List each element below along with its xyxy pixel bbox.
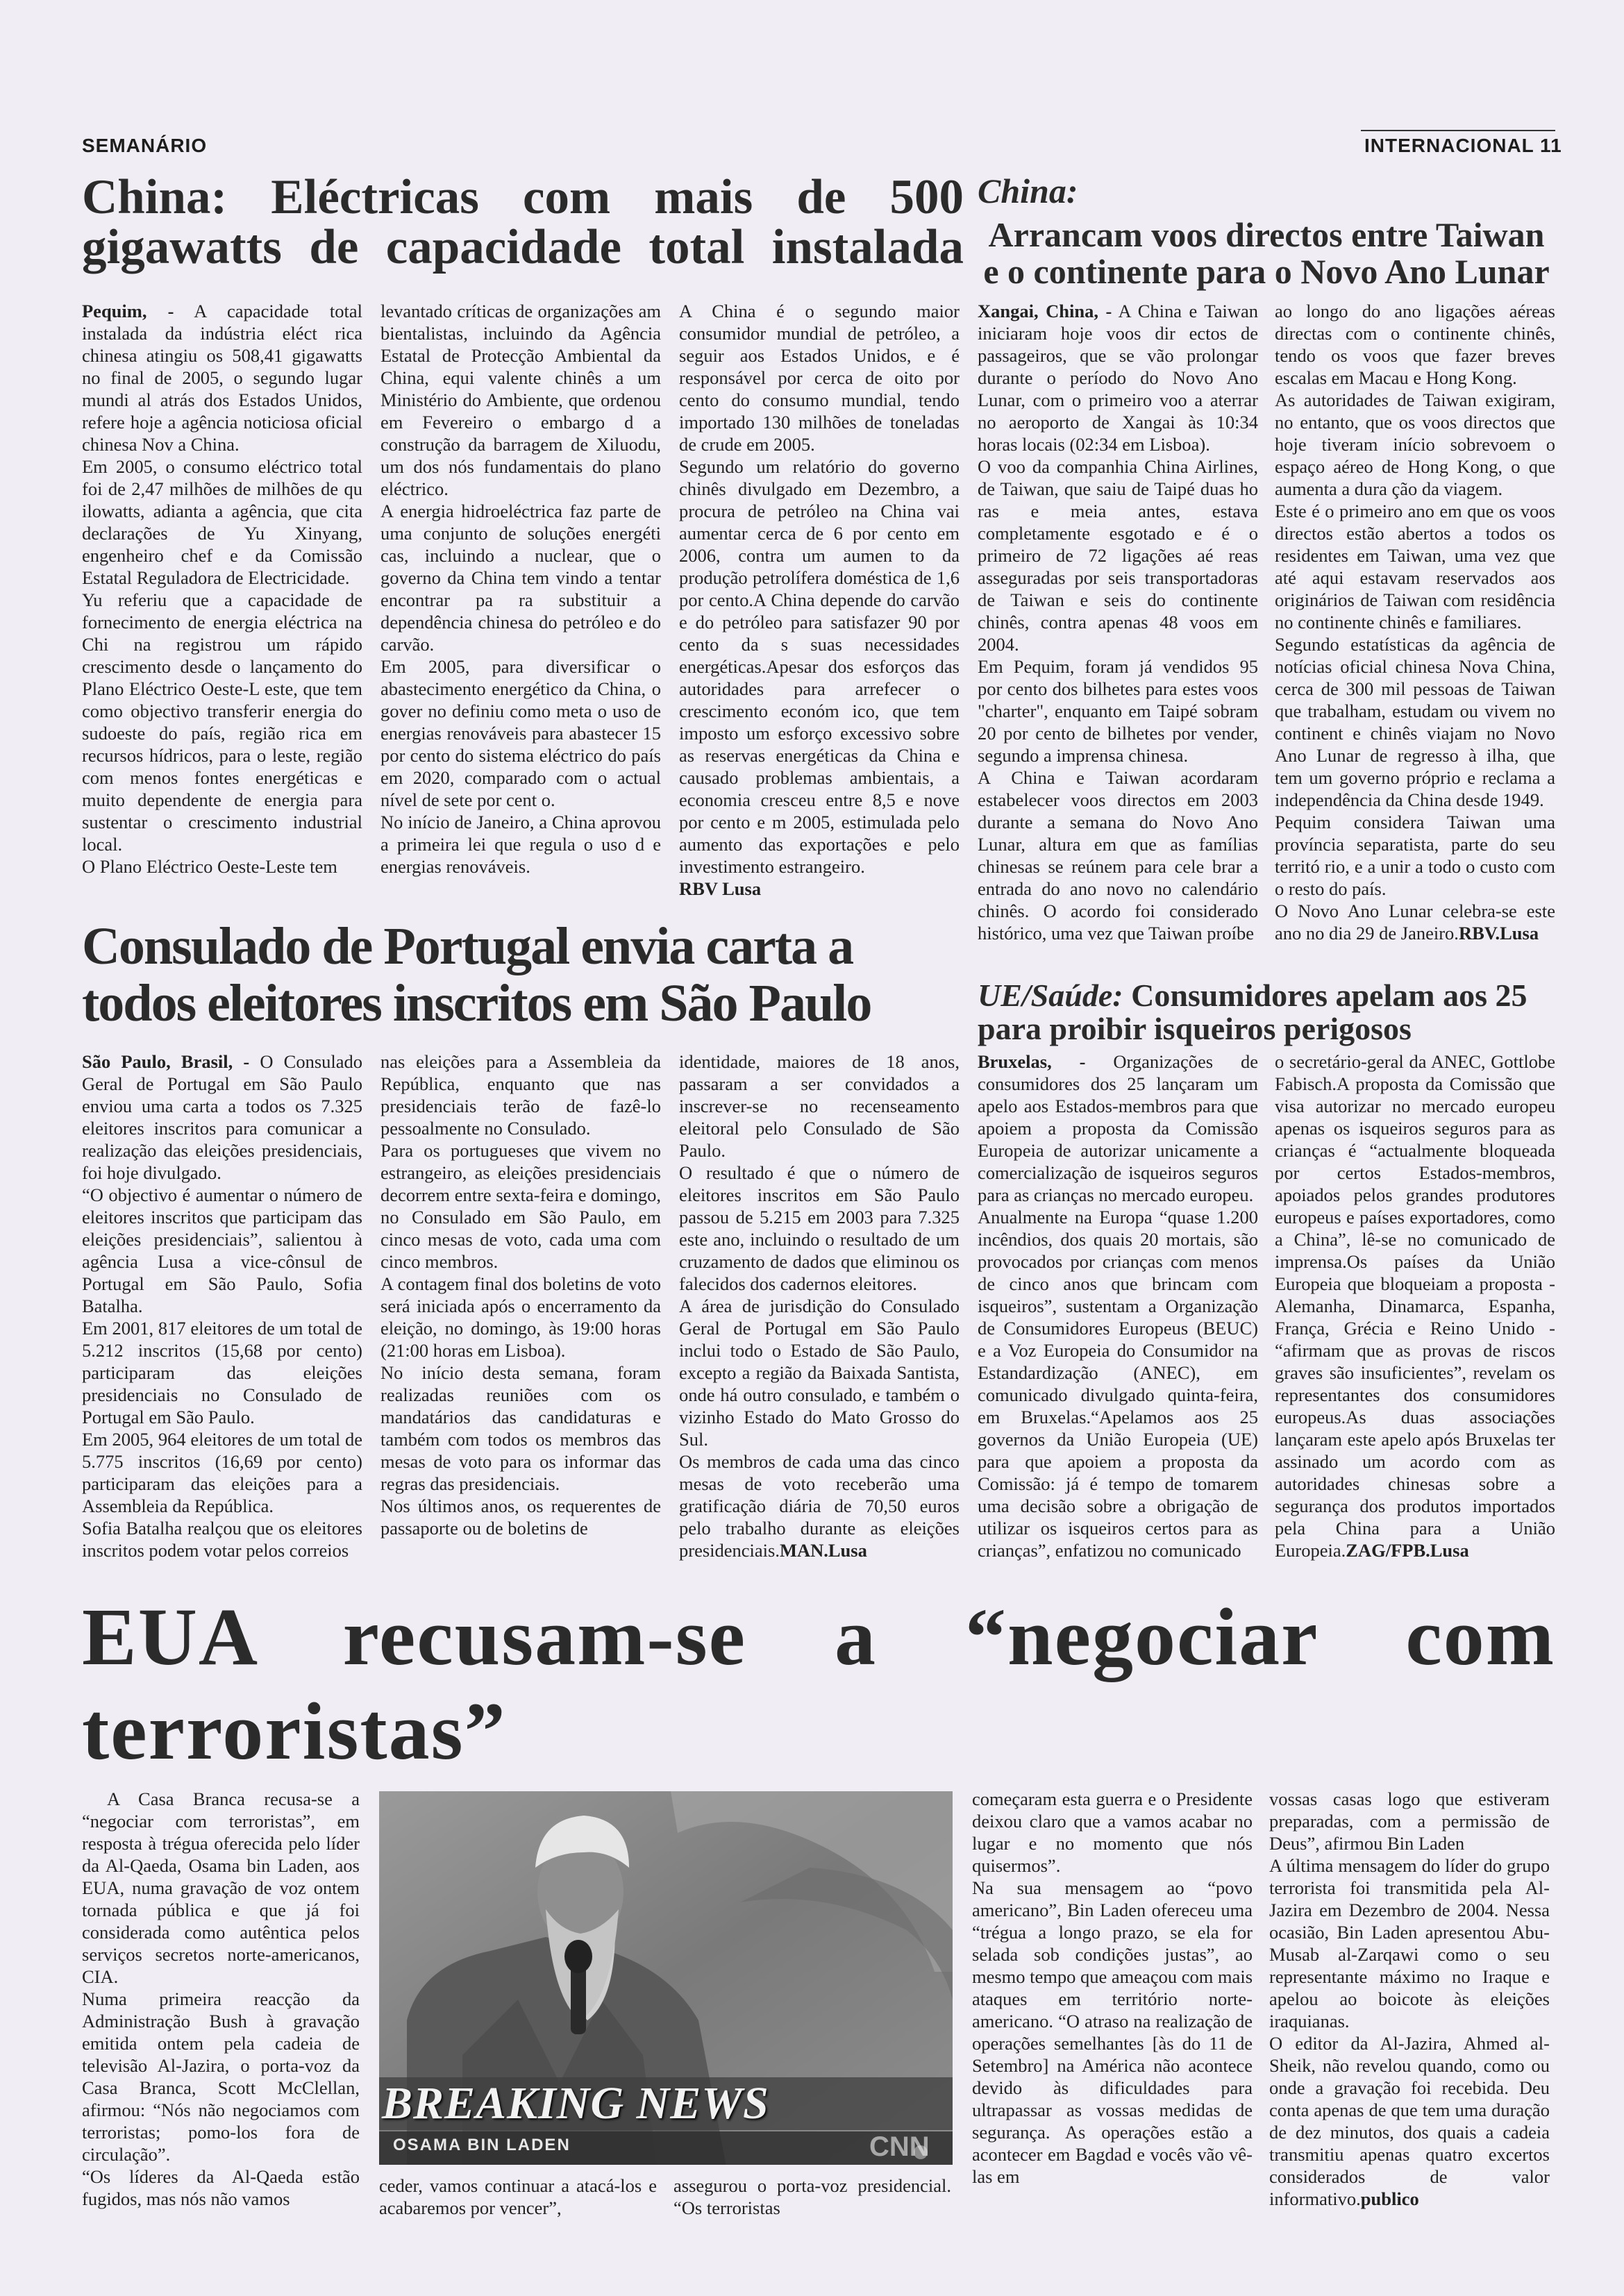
header-rule xyxy=(1361,130,1555,131)
dateline: São Paulo, Brasil, - xyxy=(82,1051,250,1072)
paragraph: vossas casas logo que estiveram preparadas, com a permissão de Deus”, afirmou Bin Laden xyxy=(1269,1788,1550,1854)
paragraph: Em 2005, 964 eleitores de um total de 5.775 inscritos (16,69 por cento) participaram das eleições para a Assembleia da República. xyxy=(82,1429,362,1516)
paragraph: Segundo um relatório do governo chinês divulgado em Dezembro, a procura de petróleo na China vai aumentar cerca de 6 por cento em 2006, contra um aumen to da produção petrolífera doméstica de 1,6 por cento.A China depende do carvão e do petróleo para satisfazer 90 por cento da s suas necessidades energéticas.Apesar dos esforços das autoridades para arrefecer o crescimento económ ico, que tem imposto um esforço excessivo sobre as reservas energéticas da China e causado problemas ambientais, a economia cresceu entre 8,5 e nove por cento e m 2005, estimulada pelo aumento das exportações e pelo investimento estrangeiro. xyxy=(679,456,960,877)
article-column xyxy=(82,1788,360,2232)
article-headline: Consulado de Portugal envia carta a todos eleitores inscritos em São Paulo xyxy=(82,917,871,1033)
paragraph: começaram esta guerra e o Presidente deixou claro que a vamos acabar no lugar e no momento que nós quisermos”. xyxy=(972,1788,1253,1876)
paragraph: Segundo estatísticas da agência de notícias oficial chinesa Nova China, cerca de 300 mil pessoas de Taiwan que trabalham, estudam ou vivem no continent e chinês viajam no Novo Ano Lunar de regresso à ilha, que tem um governo próprio e reclama a independência da China desde 1949. xyxy=(1275,634,1555,810)
headline-text: Consumidores apelam aos 25 para proibir isqueiros perigosos xyxy=(978,978,1527,1047)
dateline: Bruxelas, - xyxy=(978,1051,1086,1072)
article-kicker: UE/Saúde: xyxy=(978,978,1123,1013)
paragraph: Pequim considera Taiwan uma província separatista, parte do seu territó rio, e a unir a todo o custo com o resto do país. xyxy=(1275,812,1555,899)
article-column xyxy=(380,1050,661,1589)
paragraph: Numa primeira reacção da Administração Bush à gravação emitida ontem pela cadeia de televisão Al-Jazira, o porta-voz da Casa Branca, Scott McClellan, afirmou: “Nós não negociamos com terroristas; pomo-los fora de circulação”. xyxy=(82,1988,360,2165)
article-column xyxy=(972,1788,1253,2232)
caption-strip: OSAMA BIN LADEN xyxy=(393,2136,571,2154)
paragraph: Anualmente na Europa “quase 1.200 incêndios, dos quais 20 mortais, são provocados por crianças com menos de cinco anos que brincam com isqueiros”, sustentam a Organização de Consumidores Europeus (BEUC) e a Voz Europeia do Consumidor na Estandardização (ANEC), em comunicado divulgado quinta-feira, em Bruxelas.“Apelamos aos 25 governos da União Europeia (UE) para que apoiem a proposta da Comissão: já é tempo de tomarem uma decisão sobre a obrigação de utilizar os isqueiros certos para as crianças”, enfatizou no comunicado xyxy=(978,1207,1258,1561)
paragraph: o secretário-geral da ANEC, Gottlobe Fabisch.A proposta da Comissão que visa autorizar no mercado europeu apenas os isqueiros seguros para as crianças é “actualmente bloqueada por certos Estados-membros, apoiados pelos grandes produtores europeus e países exportadores, como a China”, lê-se no comunicado de imprensa.Os países da União Europeia que bloqueiam a proposta - Alemanha, Dinamarca, Espanha, França, Grécia e Reino Unido - “afirmam que as provas de riscos graves são insuficientes”, revelam os representantes dos consumidores europeus.As duas associações lançaram este apelo após Bruxelas ter assinado um acordo com as autoridades chinesas sobre a segurança dos produtos importados pela China para a União Europeia. xyxy=(1275,1051,1555,1561)
news-photo xyxy=(379,1791,953,2165)
paragraph: Em 2001, 817 eleitores de um total de 5.212 inscritos (15,68 por cento) participaram das eleições presidenciais no Consulado de Portugal em São Paulo. xyxy=(82,1318,362,1427)
paragraph: Yu referiu que a capacidade de fornecimento de energia eléctrica na Chi na registrou um rápido crescimento desde o lançamento do Plano Eléctrico Oeste-L este, que tem como objectivo transferir energia do sudoeste do país, região rica em recursos hídricos, para o leste, região com menos fontes energéticas e muito dependente de energia para sustentar o crescimento industrial local. xyxy=(82,589,362,855)
paragraph: Organizações de consumidores dos 25 lançaram um apelo aos Estados-membros para que apoiem a proposta da Comissão Europeia de autorizar unicamente a comercialização de isqueiros seguros para as crianças no mercado europeu. xyxy=(978,1051,1258,1205)
article-headline: Arrancam voos directos entre Taiwan e o continente para o Novo Ano Lunar xyxy=(983,215,1550,291)
paragraph: A China e Taiwan acordaram estabelecer voos directos em 2003 durante a semana do Novo Ano Lunar, altura em que as famílias chinesas se reúnem para cele brar a entrada do ano novo no calendário chinês. O acordo foi considerado histórico, uma vez que Taiwan proíbe xyxy=(978,767,1258,944)
cnn-logo: CNN xyxy=(869,2131,930,2162)
article-kicker: China: xyxy=(978,171,1078,210)
paragraph: Na sua mensagem ao “povo americano”, Bin Laden ofereceu uma “trégua a longo prazo, se ela for selada sob condições justas”, ao mesmo tempo que ameaçou com mais ataques em território norte-americano. “O atraso na realização de operações semelhantes [às do 11 de Setembro] na América não acontece devido às dificuldades para ultrapassar as vossas medidas de segurança. As operações estão a acontecer em Bagdad e vocês vão vê-las em xyxy=(972,1877,1253,2187)
paragraph: O Novo Ano Lunar celebra-se este ano no dia 29 de Janeiro. xyxy=(1275,900,1555,944)
page-label: INTERNACIONAL 11 xyxy=(1364,135,1562,156)
paragraph: O editor da Al-Jazira, Ahmed al-Sheik, não revelou quando, como ou onde a gravação foi recebida. Deu conta apenas de que tem uma duração de dez minutos, dos quais a cadeia transmitiu apenas quatro excertos considerados de valor informativo. xyxy=(1269,2033,1550,2209)
paragraph: levantado críticas de organizações am bientalistas, incluindo da Agência Estatal de Protecção Ambiental da China, equi valente chinês a um Ministério do Ambiente, que ordenou em Fevereiro o embargo d a construção da barragem de Xiluodu, um dos nós fundamentais do plano eléctrico. xyxy=(380,301,661,499)
paragraph: As autoridades de Taiwan exigiram, no entanto, que os voos directos que hoje tiveram início sobrevoem o espaço aéreo de Hong Kong, o que aumenta a dura ção da viagem. xyxy=(1275,389,1555,499)
paragraph: A Casa Branca recusa-se a “negociar com terroristas”, em resposta à trégua oferecida pelo líder da Al-Qaeda, Osama bin Laden, aos EUA, numa gravação de voz ontem tornada pública e que já foi considerada como autêntica pelos serviços secretos norte-americanos, CIA. xyxy=(82,1788,360,1987)
paragraph: “O objectivo é aumentar o número de eleitores inscritos que participam das eleições presidenciais”, salientou à agência Lusa a vice-cônsul de Portugal em São Paulo, Sofia Batalha. xyxy=(82,1184,362,1316)
paragraph: A última mensagem do líder do grupo terrorista foi transmitida pela Al-Jazira em Dezembro de 2004. Nessa ocasião, Bin Laden apresentou Abu-Musab al-Zarqawi como o seu representante máximo no Iraque e apelou ao boicote às eleições iraquianas. xyxy=(1269,1855,1550,2031)
article-column xyxy=(673,2175,951,2230)
byline: MAN.Lusa xyxy=(779,1540,867,1561)
byline: ZAG/FPB.Lusa xyxy=(1346,1540,1469,1561)
paragraph: nas eleições para a Assembleia da República, enquanto que nas presidenciais terão de fazê-lo pessoalmente no Consulado. xyxy=(380,1051,661,1139)
article-column xyxy=(978,1050,1258,1589)
dateline: Xangai, China, - xyxy=(978,301,1112,321)
paragraph: A contagem final dos boletins de voto será iniciada após o encerramento da eleição, no domingo, às 19:00 horas (21:00 horas em Lisboa). xyxy=(380,1273,661,1361)
paragraph: Em Pequim, foram já vendidos 95 por cento dos bilhetes para estes voos "charter", enquanto em Taipé sobram 20 por cento de bilhetes por vender, segundo a imprensa chinesa. xyxy=(978,656,1258,766)
article-column xyxy=(380,300,661,901)
paragraph: ceder, vamos continuar a atacá-los e acabaremos por vencer”, xyxy=(379,2175,657,2218)
article-column xyxy=(379,2175,657,2230)
paragraph: Este é o primeiro ano em que os voos directos estão abertos a todos os residentes em Taiwan, uma vez que até aqui estavam reservados aos originários de Taiwan com residência no continente chinês e familiares. xyxy=(1275,501,1555,632)
byline: RBV Lusa xyxy=(679,878,762,899)
paragraph: No início de Janeiro, a China aprovou a primeira lei que regula o uso d e energias renováveis. xyxy=(380,812,661,877)
article-column xyxy=(1275,300,1555,973)
article-column xyxy=(82,1050,362,1589)
paragraph: Para os portugueses que vivem no estrangeiro, as eleições presidenciais decorrem entre sexta-feira e domingo, no Consulado em São Paulo, em cinco mesas de voto, cada uma com cinco membros. xyxy=(380,1140,661,1272)
article-headline xyxy=(978,979,1555,1046)
paragraph: A China é o segundo maior consumidor mundial de petróleo, a seguir aos Estados Unidos, e é responsável por cerca de oito por cento do consumo mundial, tendo importado 130 milhões de toneladas de crude em 2005. xyxy=(679,301,960,455)
article-column xyxy=(679,300,960,901)
paragraph: Nos últimos anos, os requerentes de passaporte ou de boletins de xyxy=(380,1495,661,1539)
article-column xyxy=(679,1050,960,1589)
breaking-news-banner: BREAKING NEWS xyxy=(382,2078,769,2129)
dateline: Pequim, - xyxy=(82,301,174,321)
paragraph: Os membros de cada uma das cinco mesas de voto receberão uma gratificação diária de 70,50 euros pelo trabalho durante as eleições presidenciais. xyxy=(679,1451,960,1561)
paragraph: O resultado é que o número de eleitores inscritos em São Paulo passou de 5.215 em 2003 para 7.325 este ano, incluindo o resultado de um cruzamento de dados que eliminou os falecidos dos cadernos eleitores. xyxy=(679,1162,960,1294)
paragraph: A China e Taiwan iniciaram hoje voos dir ectos de passageiros, que se vão prolongar durante o período do Novo Ano Lunar, com o primeiro voo a aterrar no aeroporto de Xangai às 10:34 horas locais (02:34 em Lisboa). xyxy=(978,301,1258,455)
paragraph: O Consulado Geral de Portugal em São Paulo enviou uma carta a todos os 7.325 eleitores inscritos para comunicar a realização das eleições presidenciais, foi hoje divulgado. xyxy=(82,1051,362,1183)
byline: RBV.Lusa xyxy=(1458,923,1539,944)
byline: publico xyxy=(1360,2188,1419,2209)
article-headline: China: Eléctricas com mais de 500 gigawatts de capacidade total instalada xyxy=(82,170,964,275)
paragraph: O voo da companhia China Airlines, de Taiwan, que saiu de Taipé duas ho ras e meia antes, estava completamente esgotado e é o primeiro de 72 ligações aé reas asseguradas por seis transportadoras de Taiwan e seis do continente chinês, contra apenas 48 voos em 2004. xyxy=(978,456,1258,655)
paragraph: O Plano Eléctrico Oeste-Leste tem xyxy=(82,856,337,877)
paragraph: A área de jurisdição do Consulado Geral de Portugal em São Paulo inclui todo o Estado de São Paulo, excepto a região da Baixada Santista, onde há outro consulado, e também o vizinho Estado do Mato Grosso do Sul. xyxy=(679,1296,960,1450)
paragraph: ao longo do ano ligações aéreas directas com o continente chinês, tendo os voos que fazer breves escalas em Macau e Hong Kong. xyxy=(1275,301,1555,388)
article-column xyxy=(1275,1050,1555,1589)
paragraph: No início desta semana, foram realizadas reuniões com os mandatários das candidaturas e também com todos os membros das mesas de voto para os informar das regras das presidenciais. xyxy=(380,1362,661,1494)
paragraph: assegurou o porta-voz presidencial. “Os terroristas xyxy=(673,2175,951,2218)
paragraph: “Os líderes da Al-Qaeda estão fugidos, mas nós não vamos xyxy=(82,2166,360,2209)
paragraph: Sofia Batalha realçou que os eleitores inscritos podem votar pelos correios xyxy=(82,1518,362,1561)
article-headline: EUA recusam-se a “negociar com terroristas” xyxy=(82,1591,1555,1777)
paragraph: Em 2005, para diversificar o abastecimento energético da China, o gover no definiu como meta o uso de energias renováveis para abastecer 15 por cento do sistema eléctrico do país em 2020, comparado com o actual nível de sete por cent o. xyxy=(380,656,661,810)
article-column xyxy=(1269,1788,1550,2232)
article-column xyxy=(978,300,1258,973)
paragraph: A capacidade total instalada da indústria eléct rica chinesa atingiu os 508,41 gigawatts no final de 2005, o segundo lugar mundi al atrás dos Estados Unidos, refere hoje a agência noticiosa oficial chinesa Nov a China. xyxy=(82,301,362,455)
paragraph: A energia hidroeléctrica faz parte de uma conjunto de soluções energéti cas, incluindo a nuclear, que o governo da China tem vindo a tentar encontrar pa ra substituir a dependência chinesa do petróleo e do carvão. xyxy=(380,501,661,655)
paragraph: Em 2005, o consumo eléctrico total foi de 2,47 milhões de milhões de qu ilowatts, adianta a agência, que cita declarações de Yu Xinyang, engenheiro chef e da Comissão Estatal Reguladora de Electricidade. xyxy=(82,456,362,588)
section-name: SEMANÁRIO xyxy=(82,135,208,156)
paragraph: identidade, maiores de 18 anos, passaram a ser convidados a inscrever-se no recenseamento eleitoral pelo Consulado de São Paulo. xyxy=(679,1051,960,1161)
article-column xyxy=(82,300,362,901)
